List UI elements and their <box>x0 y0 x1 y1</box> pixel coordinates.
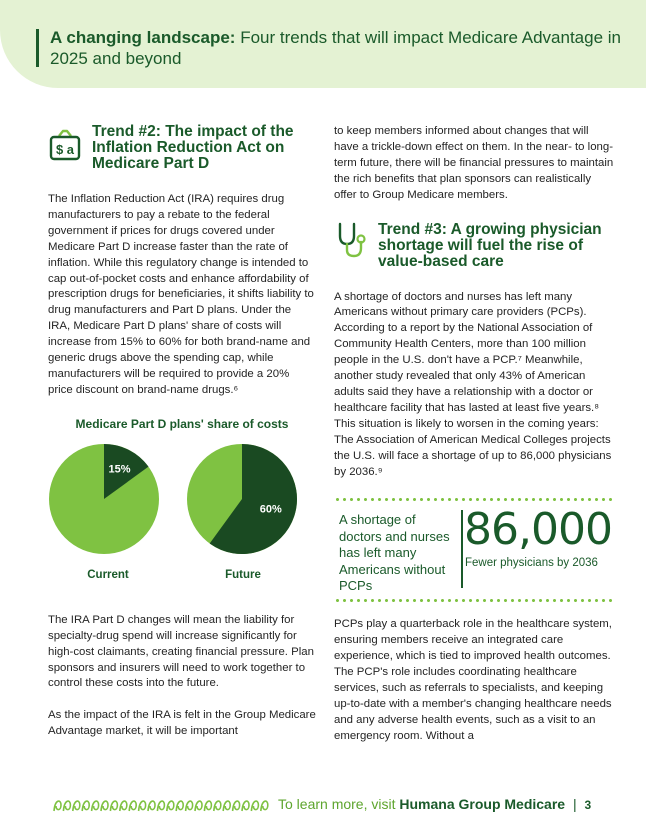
trend2-paragraph-2: The IRA Part D changes will mean the liability for specialty-drug spend will increase significantly for high-cost claimants, creating financial pressure. Plan sponsors and insurers will need to work together to control these costs into the future. <box>48 613 314 690</box>
dna-loop <box>261 801 268 811</box>
svg-text:$ a: $ a <box>55 142 75 157</box>
pcp-paragraph: PCPs play a quarterback role in the healthcare system, ensuring members receive an integrated care experience, which is tied to improved health outcomes. The PCP's role includes coordinating healthcare services, such as referrals to specialists, and keeping up-to-date with a member's changing healthcare needs and any adverse health events, such as a visit to an emergency room. Without a <box>334 618 612 742</box>
dna-loop <box>251 801 258 811</box>
pie-label-future: Future <box>225 568 261 581</box>
money-bag-icon <box>48 128 82 162</box>
pie-value-label-current: 15% <box>108 463 131 476</box>
trend3-title: Trend #3: A growing physician shortage will fuel the rise of value-based care <box>378 220 602 270</box>
trend2-paragraph-3: As the impact of the IRA is felt in the Group Medicare Advantage market, it will be important <box>48 709 316 738</box>
footer-cta-brand[interactable]: Humana Group Medicare <box>399 796 566 812</box>
stethoscope-icon <box>334 220 368 260</box>
trend2-paragraph-1: The Inflation Reduction Act (IRA) requires drug manufacturers to pay a rebate to the federal government if prices for drugs covered under Medicare Part D increase faster than the rate of inflation. While this regulatory change is intended to cap out-of-pocket costs and enhance affordability of prescription drugs for beneficiaries, it shifts liability to drug manufacturers and Part D plans. Under the IRA, Medicare Part D plans' share of costs will increase from 15% to 60% for both brand-name and generic drugs above the spending cap, while manufacturers will be required to provide a 20% price discount on brand-name drugs.⁶ <box>48 193 314 396</box>
dna-loop <box>82 801 89 811</box>
dna-loop <box>120 801 127 811</box>
dna-loop <box>63 801 70 811</box>
dna-loop <box>223 801 230 811</box>
left-column <box>48 124 316 740</box>
page-title-bold: A changing landscape: <box>50 28 236 47</box>
dna-loop <box>92 801 99 811</box>
footer-separator: | <box>572 796 577 812</box>
dna-loop <box>233 801 240 811</box>
stat-caption: Fewer physicians by 2036 <box>465 557 598 570</box>
footer-cta <box>278 796 591 812</box>
trend2-paragraph-continued: to keep members informed about changes that will have a trickle-down effect on them. In the near- to long-term future, there will be financial pressures to maintain the rich benefits that plan sponsors can realistically offer to Group Medicare members. <box>334 125 614 201</box>
dna-loop <box>148 801 155 811</box>
page-title-rest: Four trends that will impact Medicare Advantage in 2025 and beyond <box>50 28 621 68</box>
dna-loop <box>214 801 221 811</box>
dna-loop <box>73 801 80 811</box>
stat-callout <box>334 502 614 598</box>
dna-loop <box>167 801 174 811</box>
pie-value-label-future: 60% <box>259 503 282 516</box>
dotted-divider-bottom <box>334 598 614 603</box>
page-title <box>50 27 630 69</box>
pie-label-current: Current <box>87 568 129 581</box>
right-column <box>334 124 614 745</box>
chart-title: Medicare Part D plans' share of costs <box>75 416 289 431</box>
dna-loop <box>54 801 61 811</box>
trend2-title: Trend #2: The impact of the Inflation Reduction Act on Medicare Part D <box>92 123 294 172</box>
dna-loop <box>129 801 136 811</box>
page-number: 3 <box>584 798 592 812</box>
trend3-paragraph: A shortage of doctors and nurses has left many Americans without primary care providers (PCPs). According to a report by the National Association of Community Health Centers, more than 100 million people in the U.S. don't have a PCP.⁷ Meanwhile, another study revealed that only 43% of American adults said they have a relationship with a doctor or healthcare facility that has lasted at least five years.⁸ This situation is likely to worsen in the coming years: The Association of American Medical Colleges projects the U.S. will face a shortage of up to 86,000 physicians by 2036.⁹ <box>334 290 612 478</box>
dna-loop <box>101 801 108 811</box>
pie-charts <box>48 431 316 591</box>
header-accent-bar <box>36 29 39 67</box>
footer <box>52 795 642 815</box>
dna-loop <box>186 801 193 811</box>
dna-loop <box>110 801 117 811</box>
stat-number: 86,000 <box>464 504 612 556</box>
dna-loop <box>157 801 164 811</box>
trend3-heading <box>334 222 614 270</box>
footer-cta-prefix: To learn more, visit <box>278 796 400 812</box>
trend2-heading <box>48 124 316 172</box>
stat-text: A shortage of doctors and nurses has left many Americans without PCPs <box>339 512 450 594</box>
dna-pattern-icon <box>52 797 270 813</box>
pie-chart-canvas <box>48 435 316 565</box>
stat-divider <box>461 510 463 588</box>
dna-loop <box>242 801 249 811</box>
dna-loop <box>139 801 146 811</box>
dna-loop <box>176 801 183 811</box>
dna-loop <box>204 801 211 811</box>
dna-loop <box>195 801 202 811</box>
